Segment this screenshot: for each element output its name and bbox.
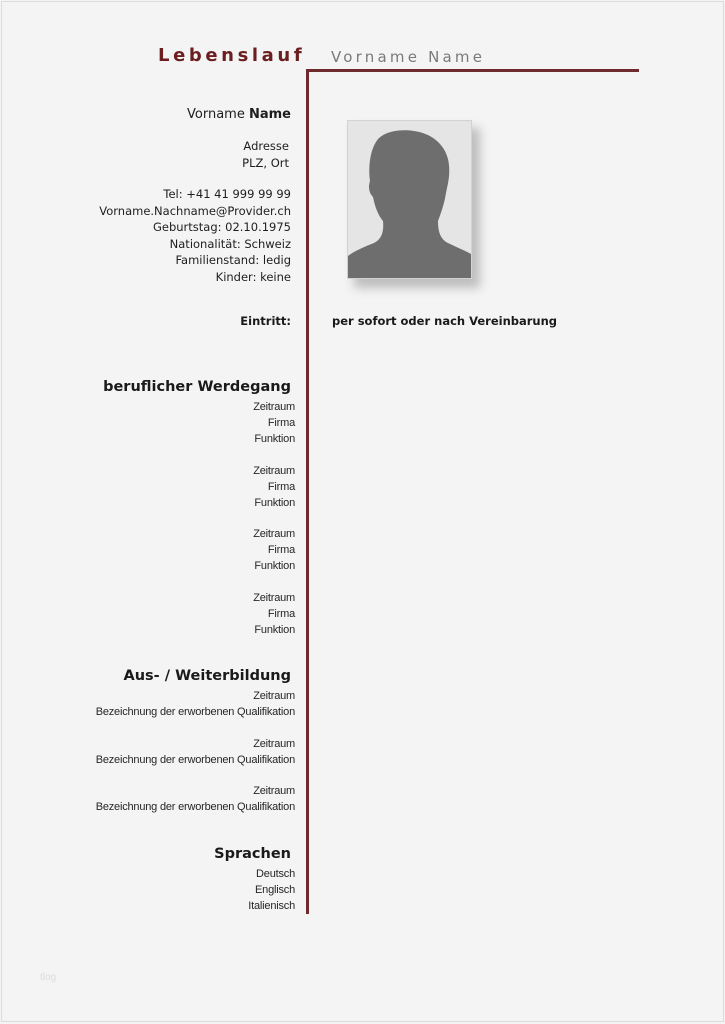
career-role: Funktion [254, 560, 295, 572]
career-company: Firma [267, 607, 295, 620]
career-list [253, 399, 295, 653]
education-list [96, 688, 295, 831]
career-entry [253, 526, 295, 574]
start-date-label: Eintritt: [240, 314, 291, 328]
education-period: Zeitraum [253, 690, 295, 702]
children: Kinder: keine [215, 269, 291, 284]
marital-status: Familienstand: ledig [175, 253, 291, 267]
person-name [187, 107, 291, 124]
career-period: Zeitraum [253, 528, 295, 540]
nationality: Nationalität: Schweiz [169, 236, 291, 251]
contact-block [99, 186, 291, 285]
career-role: Funktion [254, 623, 295, 636]
watermark: tlog [40, 972, 57, 983]
career-company: Firma [267, 480, 295, 493]
address-block [242, 138, 289, 171]
languages-heading: Sprachen [214, 846, 291, 862]
career-company: Firma [267, 417, 295, 429]
career-period: Zeitraum [253, 464, 295, 477]
education-period: Zeitraum [253, 785, 295, 797]
career-role: Funktion [254, 433, 295, 445]
career-entry [253, 590, 295, 638]
last-name: Name [248, 107, 291, 122]
email-address: Vorname.Nachname@Provider.ch [99, 203, 291, 218]
birthday: Geburtstag: 02.10.1975 [152, 220, 291, 234]
education-qualification: Bezeichnung der erworbenen Qualifikation [95, 753, 295, 766]
profile-photo-placeholder [347, 120, 472, 279]
horizontal-accent-line [306, 69, 639, 72]
document-title: Lebenslauf [158, 45, 306, 66]
career-company: Firma [267, 544, 295, 556]
education-qualification: Bezeichnung der erworbenen Qualifikation [95, 706, 295, 718]
education-entry [96, 783, 295, 815]
first-name: Vorname [187, 107, 245, 122]
vertical-accent-line [306, 69, 309, 914]
career-entry [253, 463, 295, 511]
address-line: Adresse [243, 139, 289, 153]
career-period: Zeitraum [253, 591, 295, 604]
start-date-value: per sofort oder nach Vereinbarung [332, 314, 558, 328]
education-qualification: Bezeichnung der erworbenen Qualifikation [95, 801, 295, 813]
phone-number: Tel: +41 41 999 99 99 [163, 187, 291, 201]
postal-city-line: PLZ, Ort [242, 155, 289, 170]
header-full-name: Vorname Name [331, 48, 486, 66]
career-heading: beruflicher Werdegang [103, 379, 291, 395]
career-role: Funktion [254, 496, 295, 509]
language-item: Italienisch [248, 900, 295, 912]
languages-list [248, 866, 295, 914]
person-silhouette-icon [348, 121, 471, 278]
education-entry [96, 688, 295, 720]
language-item: Deutsch [256, 868, 295, 880]
education-entry [96, 736, 295, 768]
language-item: Englisch [255, 884, 295, 896]
education-heading: Aus- / Weiterbildung [123, 668, 291, 684]
career-entry [253, 399, 295, 447]
education-period: Zeitraum [253, 737, 295, 750]
career-period: Zeitraum [253, 401, 295, 413]
